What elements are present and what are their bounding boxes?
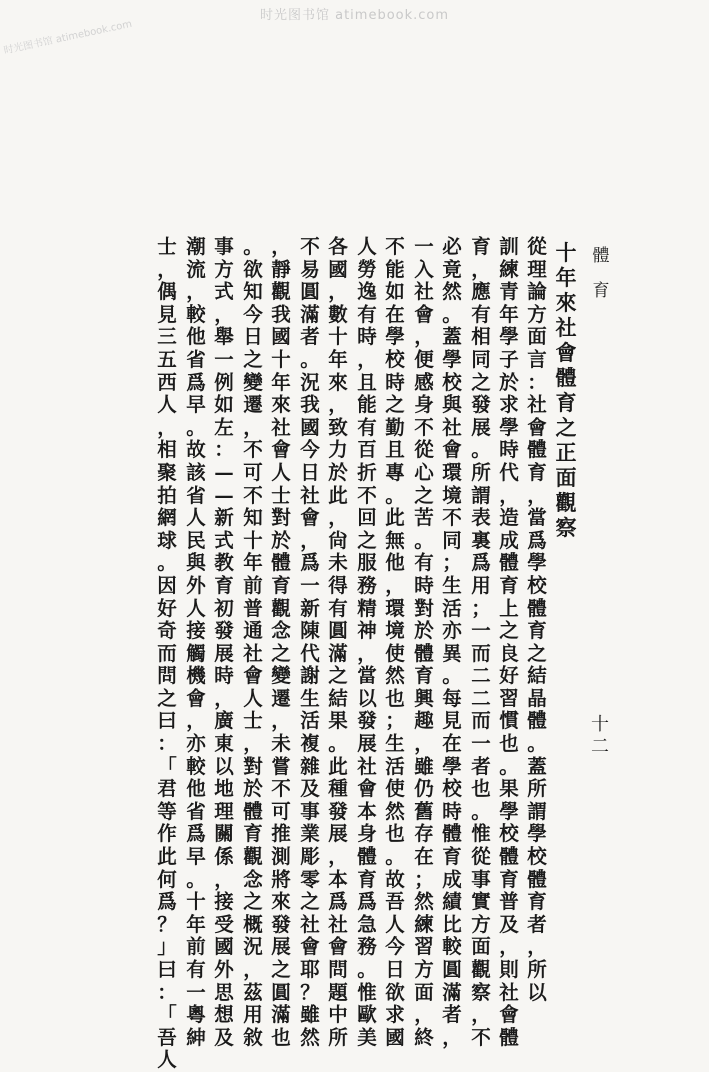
text-column: 訓練青年學子於求學時代，造成體育上之良好習慣也。果學校體育普及，則社會體 [499,235,519,1049]
text-column: 人勞逸有時，且能有百折不回之服務精神，當以發展社會本身體育爲急務。惟歐美 [357,235,377,1049]
text-column: 事方式，舉一例如左：——新式教育初發展時，廣東以地理關係，接受國外思想及 [214,235,234,1049]
text-column: 。欲知今日之變遷，不可不知十年前普通社會人士，對於體育觀念之概況，茲用敘 [243,235,263,1049]
running-head-char: 育 [592,281,610,301]
text-column: 各國，數十年來，致力於此，尙未得有圓滿之結果。此種發展，本爲社會問題中所 [328,235,348,1049]
running-head [589,248,613,300]
text-column: 一入社會，便感身不從心之苦。有時對於體育興趣，雖仍舊存在；然練習方面，終 [414,235,434,1049]
text-column: 士，偶見三五西人，相聚拍網球。因好奇而問之曰：「君等作此何爲？」曰：「吾人 [157,235,177,1072]
text-column: 潮流，較他省爲早。故該省人民與外人接觸機會，亦較他省爲早。十年前有一粵紳 [186,235,206,1049]
page-number: 十二 [591,714,609,757]
watermark-top: 时光图书馆 atimebook.com [259,8,450,23]
watermark-side: 时光图书馆 atimebook.com [2,18,134,57]
text-column: 育，應有相同之發展。所謂表裏爲用；一而二二而一者也。惟從事實方面觀察，不 [471,235,491,1049]
text-column: 必竟然。蓋學校與社會環境不同；生活亦異。每見在學校時體育成績比較圓滿者， [442,235,462,1049]
text-column: 從理論方面言：社會體育，當爲學校體育之結晶體。蓋所謂學校體育者，所以 [527,235,547,1004]
section-title: 十年來社會體育之正面觀察 [555,240,577,540]
running-head-char: 體 [592,246,610,266]
text-column: 不易圓滿者。況我國今日社會，爲一新陳代謝生活複雜及事業彫零之社會耶？雖然 [300,235,320,1049]
text-column: 不能如在學校時之勤且專。此無他，環境使然也；生活使然也。故吾人今日欲求國 [385,235,405,1049]
text-column: ，靜觀我國十年來社會人士對於體育觀念之變遷，未嘗不可推測將來發展之圓滿也 [271,235,291,1049]
